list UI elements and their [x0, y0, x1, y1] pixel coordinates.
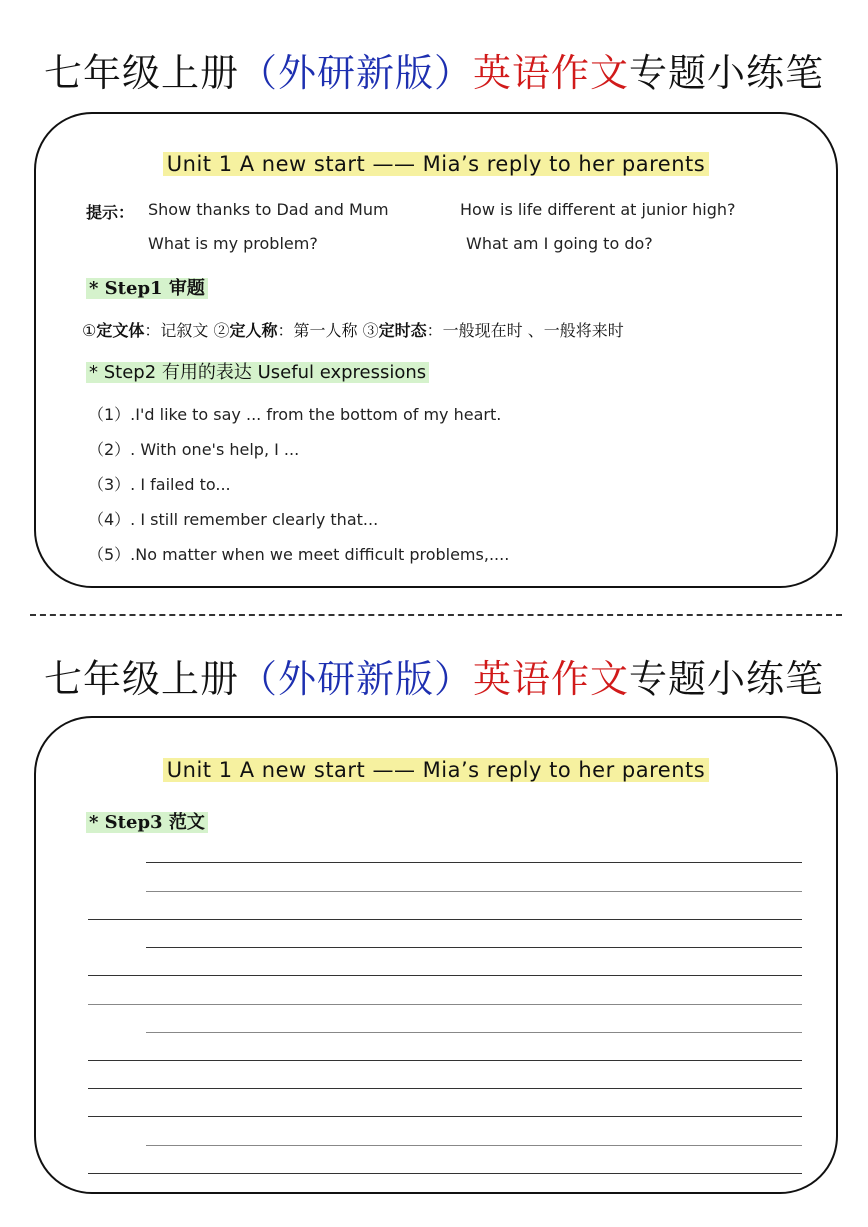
writing-line[interactable] [146, 891, 802, 892]
writing-line[interactable] [88, 975, 802, 976]
writing-line[interactable] [88, 1060, 802, 1061]
title-grade: 七年级上册 [43, 657, 239, 701]
title-grade: 七年级上册 [43, 51, 239, 95]
hint-item: What am I going to do? [466, 234, 653, 253]
point-marker: ② [213, 321, 230, 340]
step1-heading [86, 274, 208, 300]
point-value: ：第一人称 [277, 321, 358, 340]
step3-label: * Step3 范文 [86, 812, 208, 833]
writing-line[interactable] [146, 1145, 802, 1146]
guidance-card [34, 112, 838, 588]
writing-line[interactable] [146, 862, 802, 863]
point-value: ：记叙文 [144, 321, 209, 340]
point-key: 定文体 [96, 321, 145, 340]
writing-line[interactable] [146, 1032, 802, 1033]
title-topic: 专题小练笔 [629, 657, 825, 701]
hint-label: 提示： [86, 203, 135, 222]
writing-line[interactable] [88, 1116, 802, 1117]
page-title [0, 42, 868, 97]
point-key: 定时态 [378, 321, 427, 340]
step2-label: * Step2 有用的表达 Useful expressions [86, 362, 429, 383]
expression-item: （1）.I'd like to say ... from the bottom of my heart. [88, 405, 502, 424]
writing-line[interactable] [88, 1088, 802, 1089]
expression-item: （2）. With one's help, I ... [88, 440, 300, 459]
unit-title-text: Unit 1 A new start —— Mia’s reply to her parents [163, 758, 709, 782]
step1-label: * Step1 审题 [86, 278, 208, 299]
title-edition: （外研新版） [238, 657, 473, 701]
cut-divider [30, 614, 842, 616]
hint-item: Show thanks to Dad and Mum [148, 200, 389, 219]
point-value: ：一般现在时 、一般将来时 [426, 321, 624, 340]
unit-title [36, 152, 836, 176]
step1-points [82, 318, 624, 341]
writing-line[interactable] [146, 947, 802, 948]
writing-line[interactable] [88, 1004, 802, 1005]
expression-item: （5）.No matter when we meet difficult problems,.... [88, 545, 510, 564]
page-title-repeat [0, 648, 868, 703]
writing-line[interactable] [88, 919, 802, 920]
title-subject: 英语作文 [473, 51, 630, 95]
hint-item: How is life different at junior high? [460, 200, 736, 219]
expression-item: （3）. I failed to... [88, 475, 231, 494]
title-subject: 英语作文 [473, 657, 630, 701]
unit-title-text: Unit 1 A new start —— Mia’s reply to her parents [163, 152, 709, 176]
hint-item: What is my problem? [148, 234, 318, 253]
writing-line[interactable] [88, 1173, 802, 1174]
point-key: 定人称 [229, 321, 278, 340]
title-edition: （外研新版） [238, 51, 473, 95]
unit-title [36, 758, 836, 782]
title-topic: 专题小练笔 [629, 51, 825, 95]
point-marker: ③ [362, 321, 379, 340]
expression-item: （4）. I still remember clearly that... [88, 510, 379, 529]
point-marker: ① [82, 321, 97, 340]
step2-heading [86, 358, 429, 384]
writing-card [34, 716, 838, 1194]
step3-heading [86, 808, 208, 834]
